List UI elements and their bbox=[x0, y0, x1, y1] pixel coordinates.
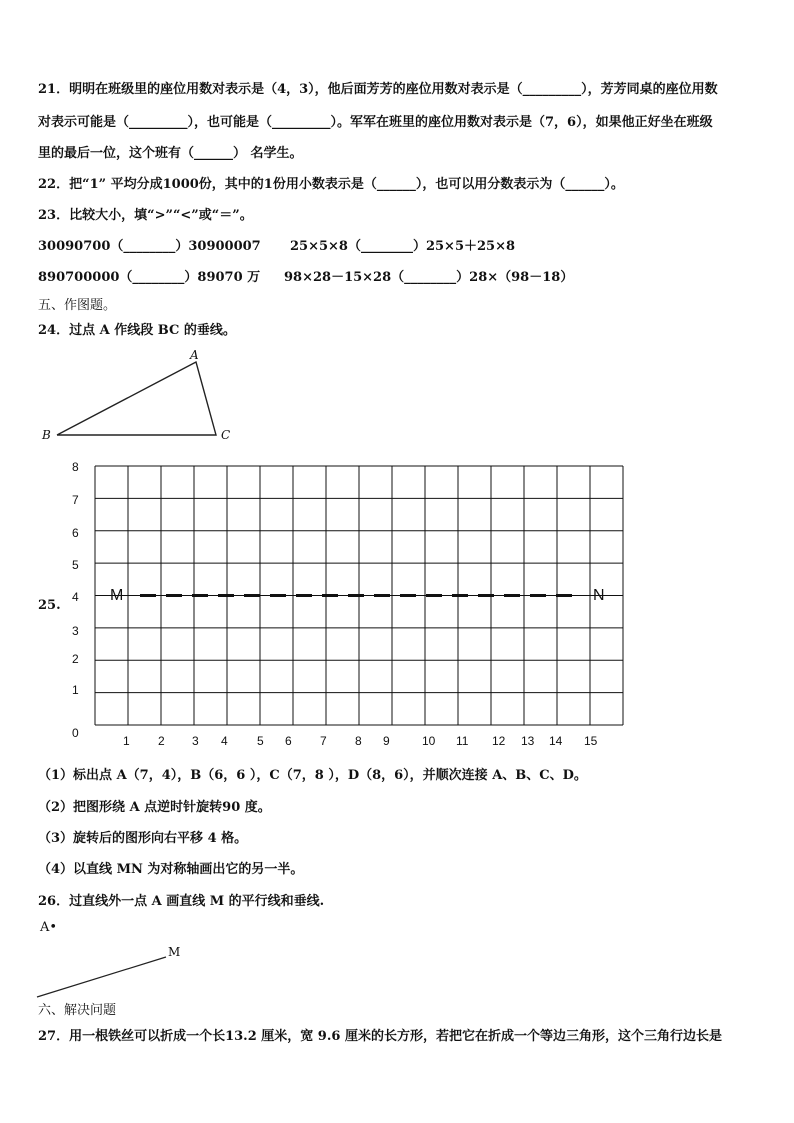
q23-row1-col1: 30090700（________）30900007 bbox=[38, 239, 261, 254]
x-tick-label: 14 bbox=[549, 734, 563, 748]
x-tick-label: 6 bbox=[285, 734, 292, 748]
q27-text: 27．用一根铁丝可以折成一个长13.2 厘米，宽 9.6 厘米的长方形，若把它在折成一个等边三角形，这个三角行边长是 bbox=[38, 1029, 722, 1044]
q24-label-a: A bbox=[190, 348, 199, 362]
y-tick-label: 3 bbox=[72, 624, 79, 638]
x-tick-label: 15 bbox=[584, 734, 598, 748]
q25-label-m: M bbox=[110, 587, 124, 604]
y-tick-label: 7 bbox=[72, 493, 79, 507]
y-tick-label: 5 bbox=[72, 558, 79, 572]
x-tick-label: 3 bbox=[192, 734, 199, 748]
q21-line2: 对表示可能是（_________），也可能是（_________）。军军在班里的座位用数对表示是（7，6），如果他正好坐在班级 bbox=[38, 115, 713, 130]
x-tick-label: 1 bbox=[123, 734, 130, 748]
x-tick-label: 9 bbox=[383, 734, 390, 748]
q24-text: 24．过点 A 作线段 BC 的垂线。 bbox=[38, 323, 236, 338]
x-tick-label: 12 bbox=[492, 734, 506, 748]
q23-row2-col1: 890700000（________）89070 万 bbox=[38, 270, 261, 285]
q23-title: 23．比较大小，填“>”“<”或“＝”。 bbox=[38, 208, 253, 223]
x-tick-label: 2 bbox=[158, 734, 165, 748]
y-tick-label: 6 bbox=[72, 526, 79, 540]
q21-line1: 21．明明在班级里的座位用数对表示是（4，3），他后面芳芳的座位用数对表示是（_________），芳芳同桌的座位用数 bbox=[38, 82, 718, 97]
q25-item4: （4）以直线 MN 为对称轴画出它的另一半。 bbox=[38, 862, 304, 877]
q26-line-label-m: M bbox=[168, 945, 181, 959]
q23-row2-col2: 98×28－15×28（________）28×（98－18） bbox=[284, 270, 574, 285]
q25-item3: （3）旋转后的图形向右平移 4 格。 bbox=[38, 831, 248, 846]
x-tick-label: 10 bbox=[422, 734, 436, 748]
y-tick-label: 1 bbox=[72, 683, 79, 697]
section6-title: 六、解决问题 bbox=[38, 1003, 117, 1018]
q25-item2: （2）把图形绕 A 点逆时针旋转90 度。 bbox=[38, 800, 271, 815]
q24-label-c: C bbox=[221, 428, 231, 442]
q26-point-a: A• bbox=[40, 920, 58, 935]
y-tick-label: 8 bbox=[72, 460, 79, 474]
q24-label-b: B bbox=[42, 428, 51, 442]
q22-text: 22．把“1” 平均分成1000份，其中的1份用小数表示是（______），也可以用分数表示为（______）。 bbox=[38, 177, 624, 192]
q25-number: 25. bbox=[38, 598, 61, 613]
x-tick-label: 11 bbox=[456, 734, 469, 748]
y-tick-label: 0 bbox=[72, 726, 79, 740]
q25-item1: （1）标出点 A（7，4），B（6，6 ），C（7，8 ），D（8，6），并顺次连接 A、B、C、D。 bbox=[38, 768, 587, 783]
y-tick-label: 4 bbox=[72, 590, 79, 604]
q21-line3: 里的最后一位，这个班有（______） 名学生。 bbox=[38, 146, 303, 161]
x-tick-label: 4 bbox=[221, 734, 228, 748]
q23-row1-col2: 25×5×8（________）25×5＋25×8 bbox=[290, 239, 516, 254]
section5-title: 五、作图题。 bbox=[38, 298, 117, 313]
x-tick-label: 5 bbox=[257, 734, 264, 748]
x-tick-label: 7 bbox=[320, 734, 327, 748]
x-tick-label: 13 bbox=[521, 734, 535, 748]
q25-label-n: N bbox=[593, 587, 605, 604]
q26-text: 26．过直线外一点 A 画直线 M 的平行线和垂线. bbox=[38, 894, 325, 909]
y-tick-label: 2 bbox=[72, 652, 79, 666]
x-tick-label: 8 bbox=[355, 734, 362, 748]
